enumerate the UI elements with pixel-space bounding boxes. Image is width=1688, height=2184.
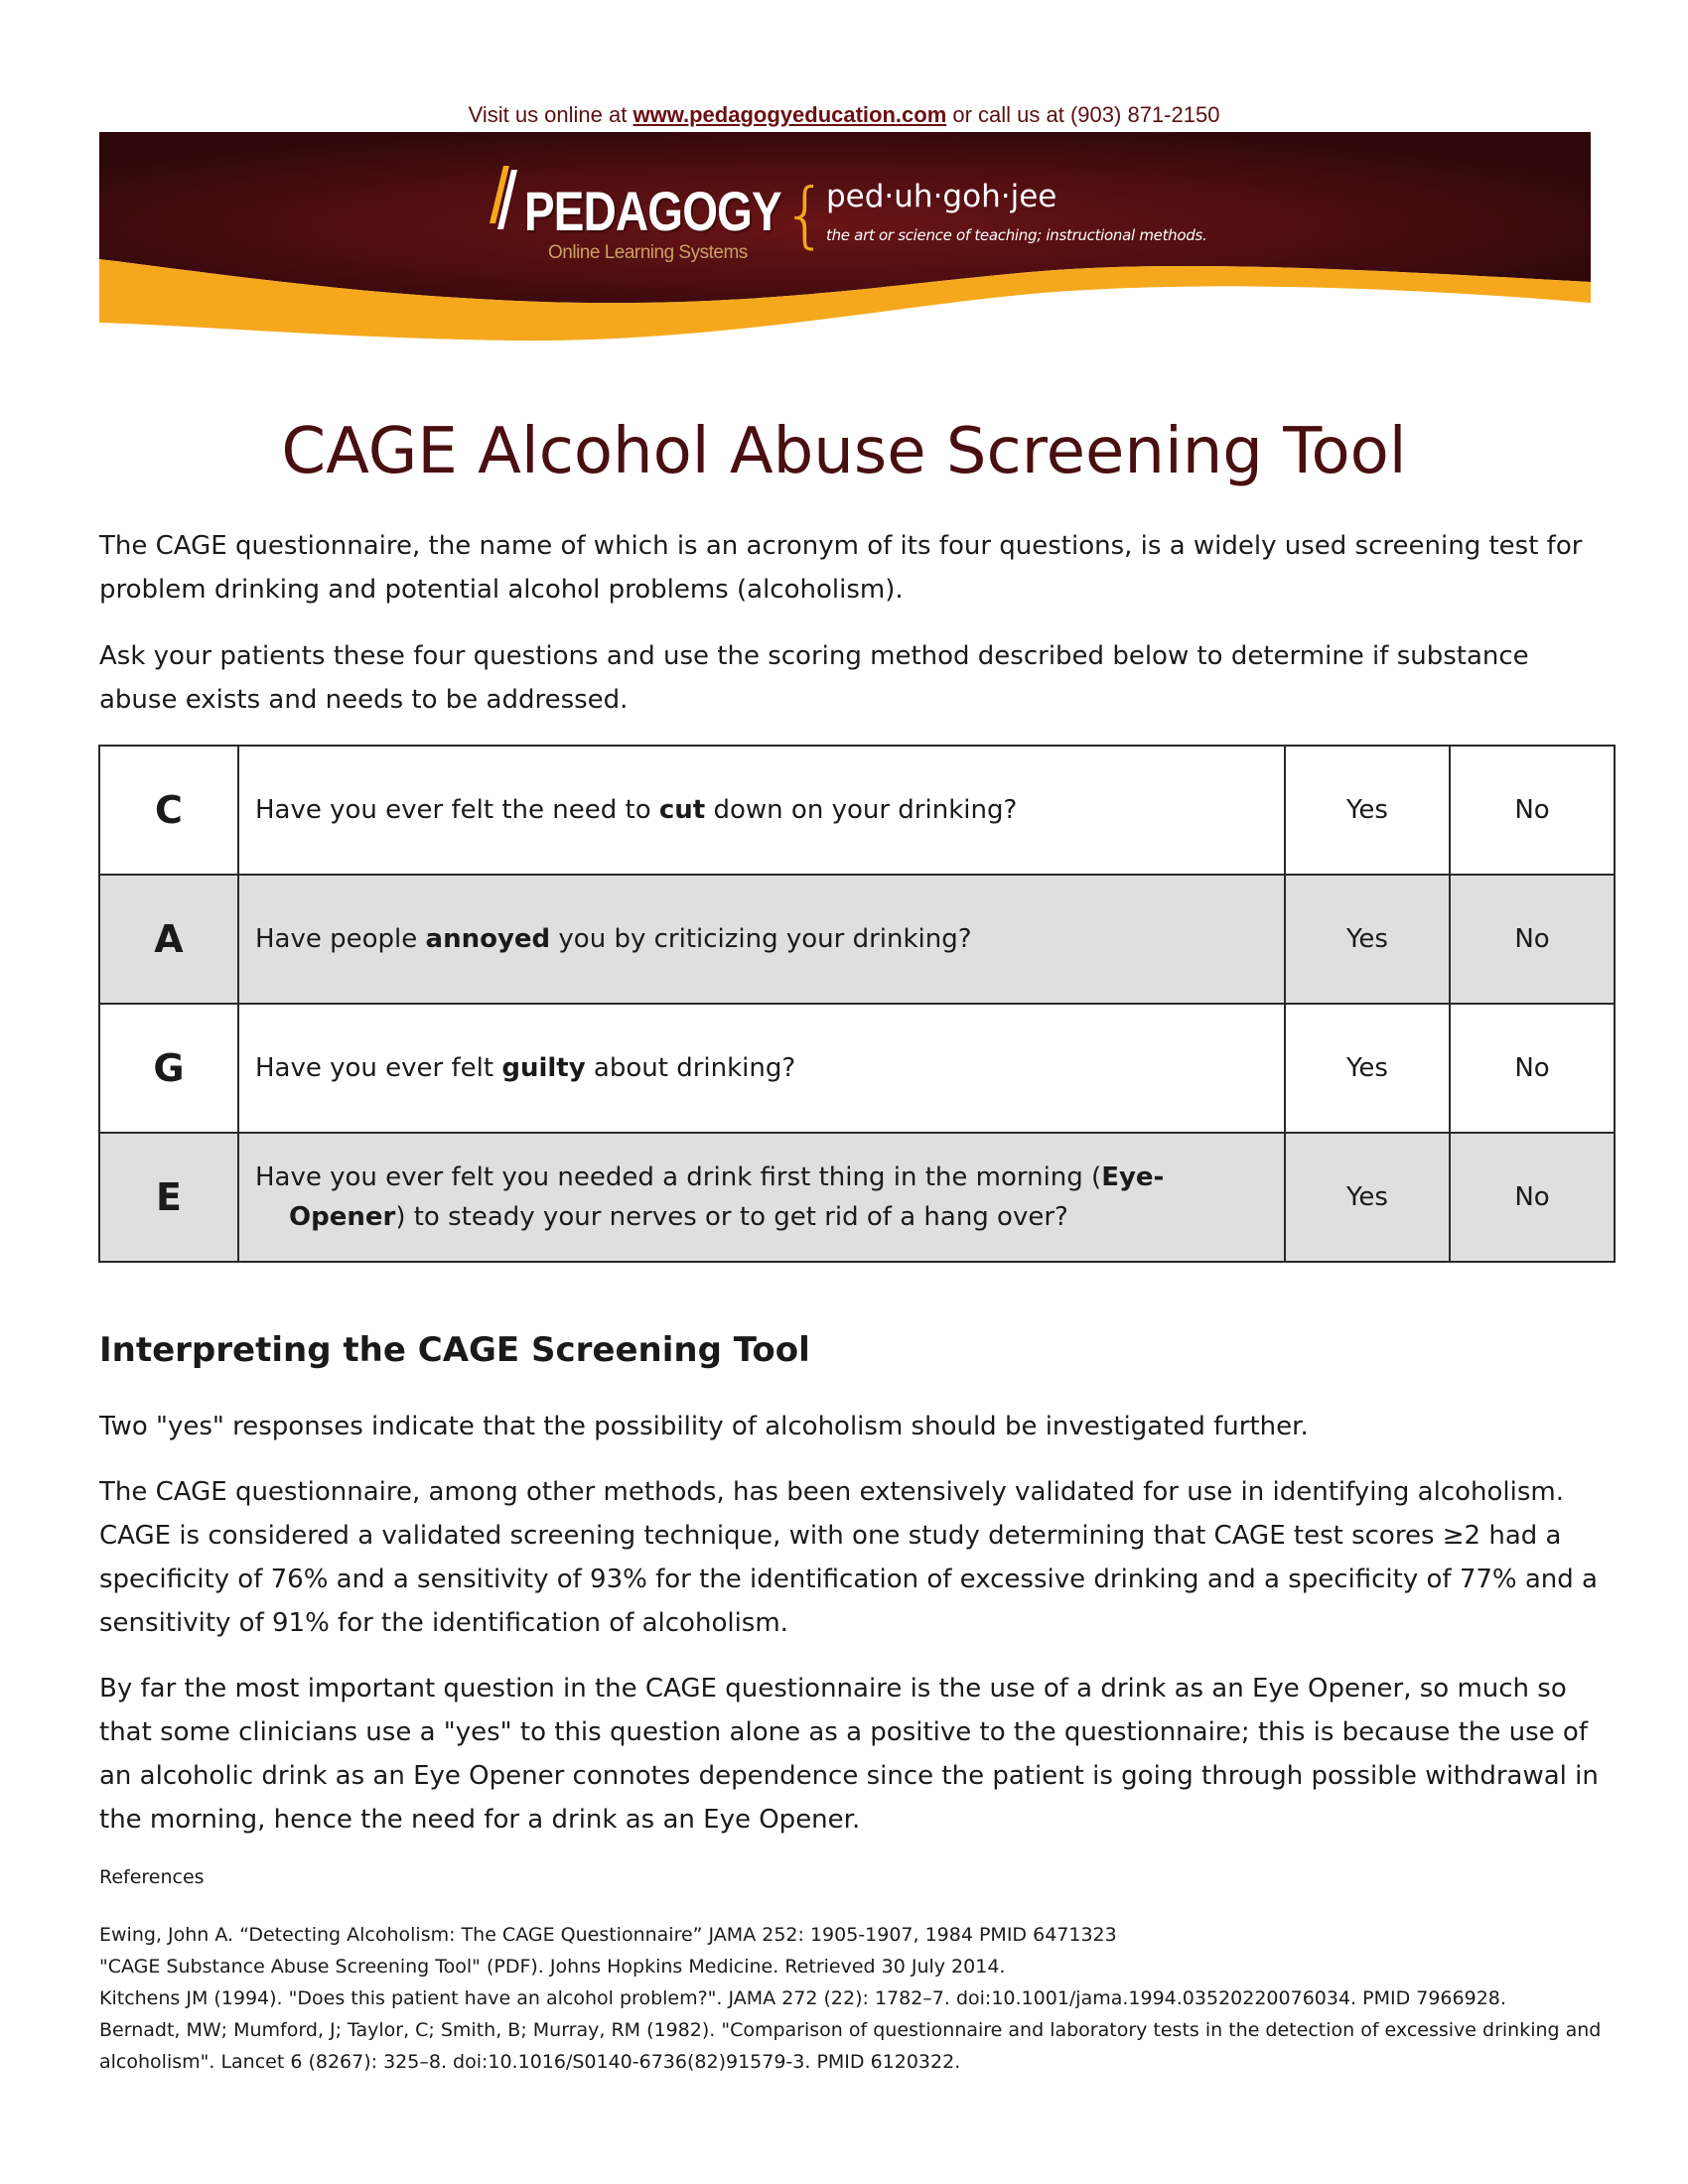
website-link[interactable]: www.pedagogyeducation.com [633,102,947,127]
question-text: Have you ever felt the need to [255,795,659,825]
question-keyword: annoyed [425,924,551,954]
references-list [99,1919,1609,2078]
interpretation-paragraph-2: The CAGE questionnaire, among other methods, has been extensively validated for use in identifying alcoholism. CAGE is considered a validated screening technique, with one study determining that CAGE test scores ≥2 had a specificity of 76% and a sensitivity of 93% for the identification of excessive drinking and a specificity of 77% and a sensitivity of 91% for the identification of alcoholism. [99,1477,1598,1638]
no-option[interactable]: No [1450,1133,1615,1262]
question-text: ) to steady your nerves or to get rid of a hang over? [395,1202,1068,1232]
cage-questions-table [98,745,1616,1263]
section-heading: Interpreting the CAGE Screening Tool [99,1330,810,1370]
table-row-e [99,1133,1615,1262]
intro-paragraph-1: The CAGE questionnaire, the name of which is an acronym of its four questions, is a widely used screening test for problem drinking and potential alcohol problems (alcoholism). [99,531,1583,605]
row-letter: C [99,746,238,875]
row-letter: G [99,1004,238,1133]
definition: the art or science of teaching; instructional methods. [826,226,1207,244]
interpretation-paragraph-1: Two "yes" responses indicate that the possibility of alcoholism should be investigated further. [99,1412,1309,1441]
question-text: about drinking? [585,1053,796,1083]
question-text: Have people [255,924,426,954]
interpretation-paragraph-3: By far the most important question in the CAGE questionnaire is the use of a drink as an Eye Opener, so much so that some clinicians use a "yes" to this question alone as a positive to the questionnaire; this is because the use of an alcoholic drink as an Eye Opener connotes dependence since the patient is going through possible withdrawal in the morning, hence the need for a drink as an Eye Opener. [99,1674,1599,1835]
reference-item: Ewing, John A. “Detecting Alcoholism: The CAGE Questionnaire” JAMA 252: 1905-1907, 1984 PMID 6471323 [99,1924,1117,1946]
reference-item: Bernadt, MW; Mumford, J; Taylor, C; Smith, B; Murray, RM (1982). "Comparison of questionnaire and laboratory tests in the detection of excessive drinking and alcoholism". Lancet 6 (8267): 325–8. doi:10.1016/S0140-6736(82)91579-3. PMID 6120322. [99,2019,1602,2073]
page-title: CAGE Alcohol Abuse Screening Tool [281,415,1407,488]
row-question [238,1004,1285,1133]
brace-glyph: { [782,173,828,256]
table-row-g [99,1004,1615,1133]
no-option[interactable]: No [1450,746,1615,875]
question-keyword: cut [658,795,706,825]
row-letter: A [99,875,238,1004]
intro-paragraph-2: Ask your patients these four questions and use the scoring method described below to determine if substance abuse exists and needs to be addressed. [99,641,1529,715]
call-text: or call us at (903) 871-2150 [946,102,1220,127]
row-question [238,875,1285,1004]
table-row-a [99,875,1615,1004]
brand-subtitle: Online Learning Systems [548,242,748,263]
pronunciation: ped·uh·goh·jee [826,179,1057,214]
yes-option[interactable]: Yes [1285,875,1450,1004]
question-text: you by criticizing your drinking? [550,924,972,954]
contact-line [0,102,1688,128]
visit-prefix: Visit us online at [468,102,633,127]
row-question [238,746,1285,875]
reference-item: "CAGE Substance Abuse Screening Tool" (PDF). Johns Hopkins Medicine. Retrieved 30 July 2014. [99,1956,1006,1978]
question-text: Have you ever felt [255,1053,502,1083]
yes-option[interactable]: Yes [1285,1004,1450,1133]
yes-option[interactable]: Yes [1285,1133,1450,1262]
references-label: References [99,1866,205,1888]
reference-item: Kitchens JM (1994). "Does this patient have an alcohol problem?". JAMA 272 (22): 1782–7. doi:10.1001/jama.1994.03520220076034. PMID 7966928. [99,1987,1506,2009]
question-text: Have you ever felt you needed a drink first thing in the morning ( [255,1162,1102,1192]
row-letter: E [99,1133,238,1262]
no-option[interactable]: No [1450,1004,1615,1133]
book-logo-icon [482,164,521,235]
question-text: down on your drinking? [705,795,1018,825]
table-row-c [99,746,1615,875]
no-option[interactable]: No [1450,875,1615,1004]
brand-logo-text: PEDAGOGY [524,180,781,242]
yes-option[interactable]: Yes [1285,746,1450,875]
row-question [238,1133,1285,1262]
question-keyword: guilty [501,1053,586,1083]
question-keyword: Eye- [1101,1162,1165,1192]
question-keyword: Opener [289,1202,396,1232]
